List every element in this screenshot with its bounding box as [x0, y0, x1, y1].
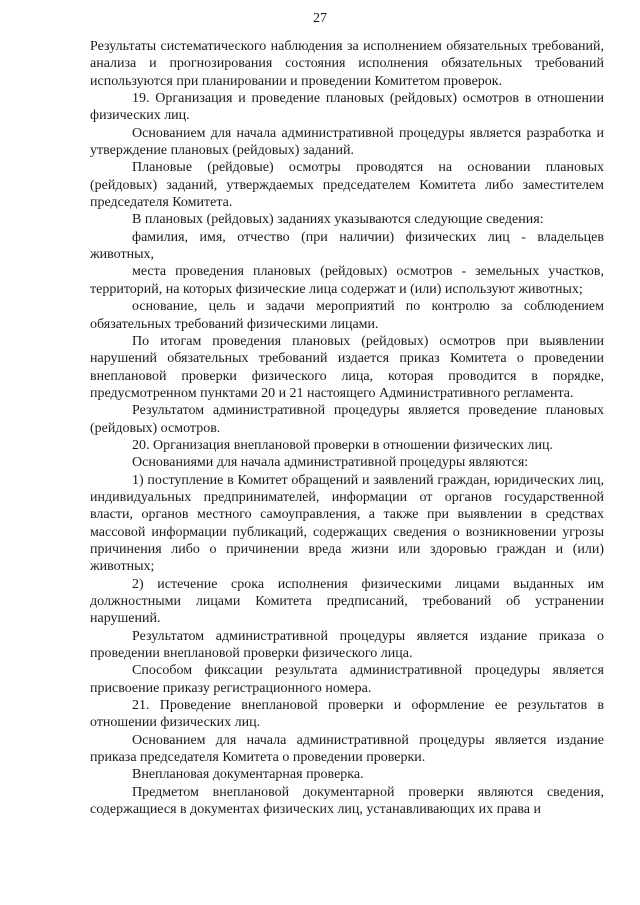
paragraph: основание, цель и задачи мероприятий по контролю за соблюдением обязательных требований физическими лицами. — [90, 299, 604, 332]
paragraph: Способом фиксации результата административной процедуры является присвоение приказу регистрационного номера. — [90, 663, 604, 696]
paragraph: Результаты систематического наблюдения за исполнением обязательных требований, анализа и прогнозирования состояния исполнения обязательных требований используются при планировании и проведении Комитетом проверок. — [90, 39, 604, 89]
paragraph: Плановые (рейдовые) осмотры проводятся на основании плановых (рейдовых) заданий, утверждаемых председателем Комитета либо заместителем председателя Комитета. — [90, 160, 604, 211]
paragraph: 21. Проведение внеплановой проверки и оформление ее результатов в отношении физических лиц. — [90, 698, 604, 731]
paragraph: По итогам проведения плановых (рейдовых) осмотров при выявлении нарушений обязательных требований издается приказ Комитета о проведении внеплановой проверки физического лица, которая проводится в порядке, предусмотренном пунктами 20 и 21 настоящего Административного регламента. — [90, 333, 604, 401]
paragraph: Основанием для начала административной процедуры является издание приказа председателя Комитета о проведении проверки. — [90, 732, 604, 766]
paragraph: В плановых (рейдовых) заданиях указываются следующие сведения: — [132, 212, 544, 228]
paragraph: Предметом внеплановой документарной проверки являются сведения, содержащиеся в документах физических лиц, устанавливающих их права и — [90, 784, 604, 818]
paragraph: фамилия, имя, отчество (при наличии) физических лиц - владельцев животных, — [90, 229, 604, 263]
paragraph: Внеплановая документарная проверка. — [132, 767, 364, 783]
paragraph: места проведения плановых (рейдовых) осмотров - земельных участков, территорий, на которых физические лица содержат и (или) используют животных; — [90, 264, 604, 297]
paragraph: Основаниями для начала административной процедуры являются: — [132, 455, 529, 471]
paragraph: 1) поступление в Комитет обращений и заявлений граждан, юридических лиц, индивидуальных предпринимателей, информации от органов государственной власти, органов местного самоуправления, а также при выявлении в средствах массовой информации публикаций, содержащих сведения о возникновении угрозы причинения либо о причинении вреда жизни или здоровью граждан и (или) животных; — [90, 472, 604, 575]
paragraph: Результатом административной процедуры является проведение плановых (рейдовых) осмотров. — [90, 403, 604, 436]
paragraph: 2) истечение срока исполнения физическими лицами выданных им должностными лицами Комитета предписаний, требований об устранении нарушений. — [90, 576, 604, 627]
paragraph: Результатом административной процедуры является издание приказа о проведении внеплановой проверки физического лица. — [90, 628, 604, 662]
document-body — [90, 38, 604, 818]
paragraph: Основанием для начала административной процедуры является разработка и утверждение плановых (рейдовых) заданий. — [90, 125, 604, 159]
page-number: 27 — [313, 11, 327, 26]
paragraph: 19. Организация и проведение плановых (рейдовых) осмотров в отношении физических лиц. — [90, 91, 604, 124]
paragraph: 20. Организация внеплановой проверки в отношении физических лиц. — [132, 437, 553, 453]
